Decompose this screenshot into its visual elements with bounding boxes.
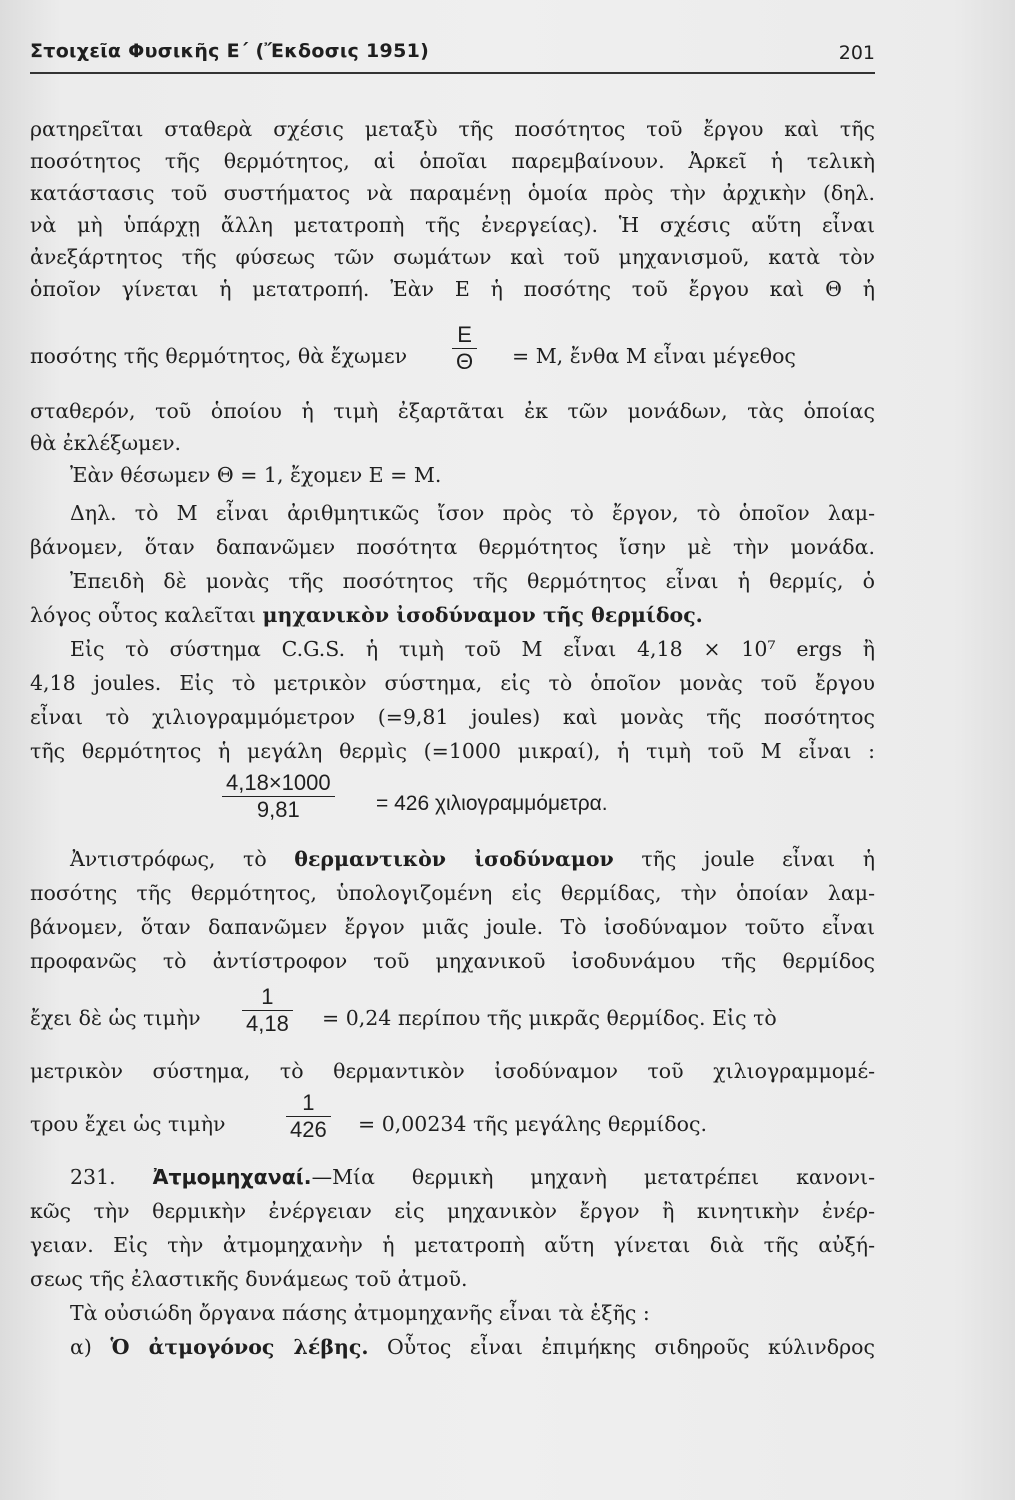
eq2-after: = 426 χιλιογραμμόμετρα. <box>376 792 608 815</box>
eq1-denominator: Θ <box>456 349 474 374</box>
text-line: ὁποῖον γίνεται ἡ μετατροπή. Ἐὰν Ε ἡ ποσότης τοῦ ἔργου καὶ Θ ἡ <box>30 277 875 301</box>
text-line: Εἰς τὸ σύστημα C.G.S. ἡ τιμὴ τοῦ Μ εἶναι 4,18 × 10⁷ ergs ἢ <box>70 637 875 661</box>
definition-text: λόγος οὗτος καλεῖται <box>30 603 256 627</box>
eq3-before: ἔχει δὲ ὡς τιμὴν <box>30 1006 201 1030</box>
text-line: νὰ μὴ ὑπάρχῃ ἄλλη μετατροπὴ τῆς ἐνεργείας). Ἡ σχέσις αὕτη εἶναι <box>30 213 875 237</box>
text-line: Ἐὰν θέσωμεν Θ = 1, ἔχομεν Ε = M. <box>70 463 442 487</box>
item-a-term: Ὁ ἀτμογόνος λέβης. <box>110 1335 369 1359</box>
definition-term-2: θερμαντικὸν ἰσοδύναμον <box>294 847 614 871</box>
text-line: κατάστασις τοῦ συστήματος νὰ παραμένῃ ὁμοία πρὸς τὴν ἀρχικὴν (δηλ. <box>30 181 875 205</box>
section-heading-line <box>30 1164 875 1190</box>
definition-line <box>30 602 875 628</box>
text-line: γειαν. Εἰς τὴν ἀτμομηχανὴν ἡ μετατροπὴ αὕτη γίνεται διὰ τῆς αὐξή- <box>30 1233 875 1257</box>
text-line: ἀνεξάρτητος τῆς φύσεως τῶν σωμάτων καὶ τοῦ μηχανισμοῦ, κατὰ τὸν <box>30 245 875 269</box>
eq1-after: = M, ἔνθα M εἶναι μέγεθος <box>512 344 796 368</box>
eq4-numerator: 1 <box>286 1090 331 1117</box>
text-line: μετρικὸν σύστημα, τὸ θερμαντικὸν ἰσοδύναμον τοῦ χιλιογραμμομέ- <box>30 1059 875 1083</box>
text-line: ρατηρεῖται σταθερὰ σχέσις μεταξὺ τῆς ποσότητος τοῦ ἔργου καὶ τῆς <box>30 117 875 141</box>
text-line: ποσότης τῆς θερμότητος, ὑπολογιζομένη εἰς θερμίδας, τὴν ὁποίαν λαμ- <box>30 881 875 905</box>
text-line: 4,18 joules. Εἰς τὸ μετρικὸν σύστημα, εἰς τὸ ὁποῖον μονὰς τοῦ ἔργου <box>30 671 875 695</box>
text-after: τῆς joule εἶναι ἡ <box>641 847 875 871</box>
section-text: —Μία θερμικὴ μηχανὴ μετατρέπει κανονι- <box>311 1165 875 1189</box>
item-a-line <box>30 1334 875 1360</box>
eq4-after: = 0,00234 τῆς μεγάλης θερμίδος. <box>358 1112 707 1136</box>
text-line: ποσότητος τῆς θερμότητος, αἱ ὁποῖαι παρεμβαίνουν. Ἀρκεῖ ἡ τελικὴ <box>30 149 875 173</box>
text-line: τῆς θερμότητος ἡ μεγάλη θερμὶς (=1000 μικραί), ἡ τιμὴ τοῦ Μ εἶναι : <box>30 739 875 763</box>
running-header <box>30 38 875 74</box>
text-line: Τὰ οὐσιώδη ὄργανα πάσης ἀτμομηχανῆς εἶναι τὰ ἑξῆς : <box>70 1301 650 1325</box>
item-a-text: Οὗτος εἶναι ἐπιμήκης σιδηροῦς κύλινδρος <box>386 1335 875 1359</box>
eq4-denominator: 426 <box>290 1117 327 1142</box>
eq2-fraction <box>222 770 335 823</box>
eq1-fraction <box>452 322 477 375</box>
eq4-fraction <box>286 1090 331 1143</box>
page-number: 201 <box>838 42 875 64</box>
definition-line-2 <box>30 846 875 872</box>
eq4-before: τρου ἔχει ὡς τιμὴν <box>30 1112 226 1136</box>
eq3-after: = 0,24 περίπου τῆς μικρᾶς θερμίδος. Εἰς τὸ <box>322 1006 777 1030</box>
text-line: βάνομεν, ὅταν δαπανῶμεν ἔργον μιᾶς joule. Τὸ ἰσοδύναμον τοῦτο εἶναι <box>30 915 875 939</box>
eq1-numerator: E <box>452 322 477 349</box>
eq3-numerator: 1 <box>242 984 293 1011</box>
item-a-label: α) <box>70 1335 92 1359</box>
section-heading: Ἀτμομηχαναί. <box>152 1165 312 1189</box>
text-line: Δηλ. τὸ Μ εἶναι ἀριθμητικῶς ἴσον πρὸς τὸ ἔργον, τὸ ὁποῖον λαμ- <box>70 501 875 525</box>
text-line: Ἐπειδὴ δὲ μονὰς τῆς ποσότητος τῆς θερμότητος εἶναι ἡ θερμίς, ὁ <box>70 569 875 593</box>
eq2-denominator: 9,81 <box>256 797 300 822</box>
text-line: σεως τῆς ἐλαστικῆς δυνάμεως τοῦ ἀτμοῦ. <box>30 1267 468 1291</box>
eq3-denominator: 4,18 <box>246 1011 289 1036</box>
text-line: εἶναι τὸ χιλιογραμμόμετρον (=9,81 joules) καὶ μονὰς τῆς ποσότητος <box>30 705 875 729</box>
eq3-fraction <box>242 984 293 1037</box>
eq1-before: ποσότης τῆς θερμότητος, θὰ ἔχωμεν <box>30 344 408 368</box>
text-line: προφανῶς τὸ ἀντίστροφον τοῦ μηχανικοῦ ἰσοδυνάμου τῆς θερμίδος <box>30 949 875 973</box>
definition-term: μηχανικὸν ἰσοδύναμον τῆς θερμίδος. <box>262 603 703 627</box>
text-line: σταθερόν, τοῦ ὁποίου ἡ τιμὴ ἐξαρτᾶται ἐκ τῶν μονάδων, τὰς ὁποίας <box>30 399 875 423</box>
eq2-numerator: 4,18×1000 <box>222 770 335 797</box>
text-line: θὰ ἐκλέξωμεν. <box>30 431 182 455</box>
running-title: Στοιχεῖα Φυσικῆς Ε΄ (Ἔκδοσις 1951) <box>30 40 430 62</box>
section-number: 231. <box>70 1165 116 1189</box>
text-before: Ἀντιστρόφως, τὸ <box>70 847 267 871</box>
text-line: κῶς τὴν θερμικὴν ἐνέργειαν εἰς μηχανικὸν ἔργον ἢ κινητικὴν ἐνέρ- <box>30 1199 875 1223</box>
text-line: βάνομεν, ὅταν δαπανῶμεν ποσότητα θερμότητος ἴσην μὲ τὴν μονάδα. <box>30 535 875 559</box>
